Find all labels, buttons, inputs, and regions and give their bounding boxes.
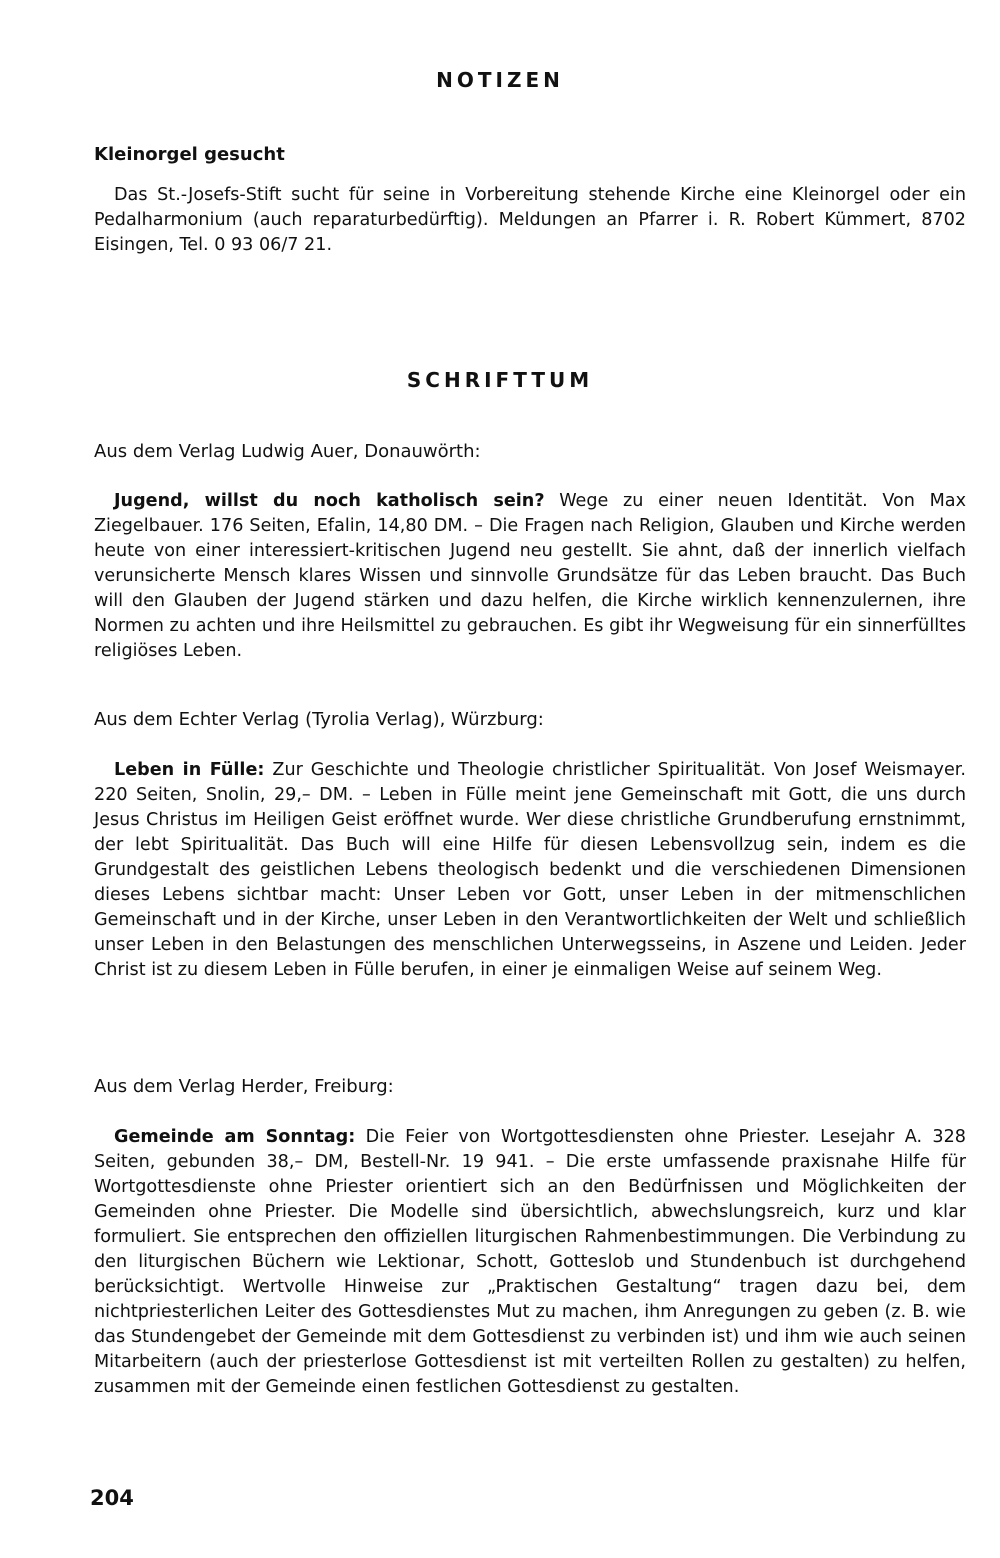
book-title-leben-in-fuelle: Leben in Fülle: — [114, 760, 265, 780]
book-review-jugend-body: Wege zu einer neuen Identität. Von Max Ziegelbauer. 176 Seiten, Efalin, 14,80 DM. – Die Fragen nach Religion, Glauben und Kirche werden heute von einer interessiert-kritischen Jugend neu gestellt. Sie ahnt, daß der innerlich vielfach verunsicherte Mensch klares Wissen und sinnvolle Grundsätze für das Leben braucht. Das Buch will den Glauben der Jugend stärken und dazu helfen, die Kirche wirklich kennenzulernen, ihre Normen zu achten und ihre Heilsmittel zu gebrauchen. Es gibt ihr Wegweisung für ein sinnerfülltes religiöses Leben. — [94, 491, 966, 661]
notizen-section-title: NOTIZEN — [436, 68, 564, 92]
publisher-line-auer: Aus dem Verlag Ludwig Auer, Donauwörth: — [94, 441, 481, 462]
book-review-leben-in-fuelle-body: Zur Geschichte und Theologie christlicher Spiritualität. Von Josef Weismayer. 220 Seiten, Snolin, 29,– DM. – Leben in Fülle meint jene Gemeinschaft mit Gott, die uns durch Jesus Christus im Heiligen Geist eröffnet wurde. Wer diese christliche Grundberufung ernstnimmt, der lebt Spiritualität. Das Buch will eine Hilfe für diesen Lebensvollzug sein, indem es die Grundgestalt des geistlichen Lebens theologisch bedenkt und die verschiedenen Dimensionen dieses Lebens sichtbar macht: Unser Leben vor Gott, unser Leben in der mitmenschlichen Gemeinschaft und in der Kirche, unser Leben in den Verantwortlichkeiten der Welt und schließlich unser Leben in den Belastungen des menschlichen Unterwegsseins, in Aszene und Leiden. Jeder Christ ist zu diesem Leben in Fülle berufen, in einer je einmaligen Weise auf seinem Weg. — [94, 760, 966, 980]
book-review-leben-in-fuelle — [94, 758, 966, 983]
book-review-jugend — [94, 489, 966, 664]
book-review-gemeinde-am-sonntag — [94, 1125, 966, 1400]
notice-text — [94, 183, 966, 258]
book-review-gemeinde-am-sonntag-body: Die Feier von Wortgottesdiensten ohne Priester. Lesejahr A. 328 Seiten, gebunden 38,– DM, Bestell-Nr. 19 941. – Die erste umfassende praxisnahe Hilfe für Wortgottesdienste ohne Priester orientiert sich an den Bedürfnissen und Möglichkeiten der Gemeinden ohne Priester. Die Modelle sind übersichtlich, abwechslungsreich, kurz und klar formuliert. Sie entsprechen den offiziellen liturgischen Rahmenbestimmungen. Die Verbindung zu den liturgischen Büchern wie Lektionar, Schott, Gotteslob und Stundenbuch ist durchgehend berücksichtigt. Wertvolle Hinweise zur „Praktischen Gestaltung“ tragen dazu bei, dem nichtpriesterlichen Leiter des Gottesdienstes Mut zu machen, ihm Anregungen zu geben (z. B. wie das Stundengebet der Gemeinde mit dem Gottesdienst zu verbinden ist) und ihm wie auch seinen Mitarbeitern (auch der priesterlose Gottesdienst ist mit verteilten Rollen zu gestalten) zu helfen, zusammen mit der Gemeinde einen festlichen Gottesdienst zu gestalten. — [94, 1127, 966, 1397]
notice-text-body: Das St.-Josefs-Stift sucht für seine in Vorbereitung stehende Kirche eine Kleinorgel oder ein Pedalharmonium (auch reparaturbedürftig). Meldungen an Pfarrer i. R. Robert Kümmert, 8702 Eisingen, Tel. 0 93 06/7 21. — [94, 185, 966, 255]
book-title-jugend: Jugend, willst du noch katholisch sein? — [114, 491, 545, 511]
book-title-gemeinde-am-sonntag: Gemeinde am Sonntag: — [114, 1127, 356, 1147]
publisher-line-herder: Aus dem Verlag Herder, Freiburg: — [94, 1076, 394, 1097]
notice-heading: Kleinorgel gesucht — [94, 144, 285, 165]
schrifttum-section-title: SCHRIFTTUM — [406, 368, 594, 392]
publisher-line-echter: Aus dem Echter Verlag (Tyrolia Verlag), Würzburg: — [94, 709, 544, 730]
page-number: 204 — [90, 1486, 134, 1510]
